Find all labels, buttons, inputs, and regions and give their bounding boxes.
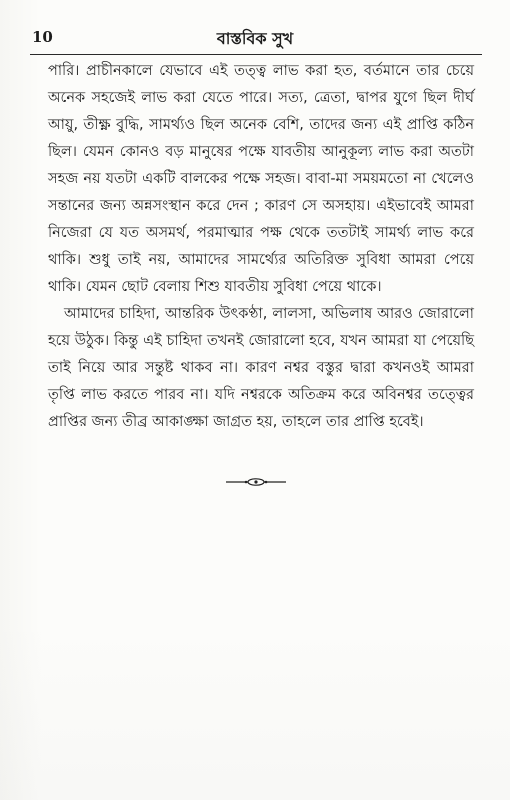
paragraph-2: আমাদের চাহিদা, আন্তরিক উৎকণ্ঠা, লালসা, অভিলাষ আরও জোরালো হয়ে উঠুক। কিন্তু এই চাহিদা তখনই জোরালো হবে, যখন আমরা যা পেয়েছি তাই নিয়ে আর সন্তুষ্ট থাকব না। কারণ নশ্বর বস্তুর দ্বারা কখনওই আমরা তৃপ্তি লাভ করতে পারব না। যদি নশ্বরকে অতিক্রম করে অবিনশ্বর তত্ত্বের প্রাপ্তির জন্য তীব্র আকাঙ্ক্ষা জাগ্রত হয়, তাহলে তার প্রাপ্তি হবেই। [48,306,474,430]
section-end-ornament-icon [226,476,286,488]
page-header [28,26,482,52]
body-text [48,58,474,436]
header-divider [30,54,482,55]
page-number: 10 [32,28,53,46]
running-title: বাস্তবিক সুখ [216,29,294,48]
page-shading [0,620,510,800]
paragraph-1: পারি। প্রাচীনকালে যেভাবে এই তত্ত্ব লাভ করা হত, বর্তমানে তার চেয়ে অনেক সহজেই লাভ করা যেতে পারে। সত্য, ত্রেতা, দ্বাপর যুগে ছিল দীর্ঘ আয়ু, তীক্ষ্ণ বুদ্ধি, সামর্থ্যও ছিল অনেক বেশি, তাদের জন্য এই প্রাপ্তি কঠিন ছিল। যেমন কোনও বড় মানুষের পক্ষে যাবতীয় আনুকূল্য লাভ করা অতটা সহজ নয় যতটা একটি বালকের পক্ষে সহজ। বাবা-মা সময়মতো না খেলেও সন্তানের জন্য অন্নসংস্থান করে দেন ; কারণ সে অসহায়। এইভাবেই আমরা নিজেরা যে যত অসমর্থ, পরমাত্মার পক্ষ থেকে ততটাই সামর্থ্য লাভ করে থাকি। শুধু তাই নয়, আমাদের সামর্থ্যের অতিরিক্ত সুবিধা আমরা পেয়ে থাকি। যেমন ছোট বেলায় শিশু যাবতীয় সুবিধা পেয়ে থাকে। [48,63,474,295]
